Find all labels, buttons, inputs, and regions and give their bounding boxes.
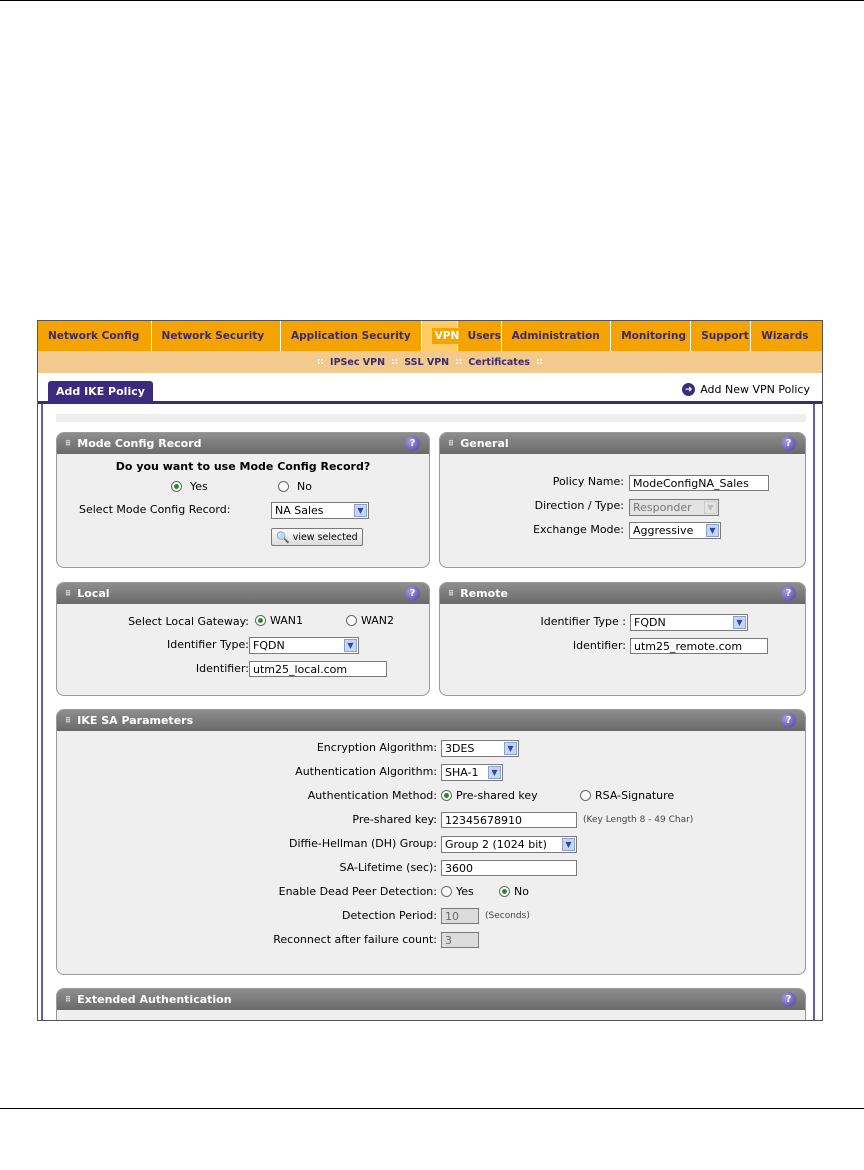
nav-vpn[interactable] (422, 321, 458, 351)
arrow-right-icon: ➜ (682, 383, 695, 396)
radio-dpd-no[interactable] (499, 886, 510, 897)
grip-icon: ⠿ (65, 589, 71, 598)
encryption-algorithm-select[interactable] (441, 740, 519, 757)
subnav-ipsec-vpn[interactable]: IPSec VPN (330, 356, 386, 368)
authentication-algorithm-select[interactable] (441, 764, 503, 781)
local-identifier-input[interactable]: utm25_local.com (249, 661, 387, 677)
remote-panel (439, 582, 806, 696)
local-panel (56, 582, 430, 696)
chevron-down-icon: ▼ (562, 838, 575, 851)
grip-icon: ⠿ (448, 439, 454, 448)
panel-title: General (460, 437, 509, 450)
seconds-hint: (Seconds) (485, 911, 530, 921)
select-value: FQDN (253, 639, 285, 652)
subnav-separator: :: (455, 357, 463, 367)
add-new-vpn-policy-label: Add New VPN Policy (700, 383, 810, 396)
select-value: NA Sales (275, 504, 324, 517)
remote-identifier-type-select[interactable] (630, 614, 748, 631)
policy-name-label: Policy Name: (552, 475, 624, 488)
pre-shared-key-option[interactable] (441, 789, 538, 802)
reconnect-count-input[interactable]: 3 (441, 932, 479, 948)
rsa-signature-option-label: RSA-Signature (595, 789, 675, 802)
select-mode-config-label: Select Mode Config Record: (79, 503, 231, 516)
router-ui-screenshot (37, 320, 823, 1021)
ike-sa-parameters-panel (56, 709, 806, 975)
wan2-label: WAN2 (361, 614, 395, 627)
sub-nav (38, 351, 822, 373)
view-selected-button[interactable] (271, 528, 363, 546)
nav-wizards[interactable]: Wizards (761, 330, 809, 342)
page-top-rule (0, 0, 864, 1)
subnav-separator: :: (535, 357, 544, 367)
direction-type-select[interactable] (629, 499, 719, 516)
select-value: Responder (633, 501, 692, 514)
radio-no-label: No (297, 480, 312, 493)
detection-period-input[interactable]: 10 (441, 908, 479, 924)
page-bottom-rule (0, 1108, 864, 1109)
help-icon[interactable]: ? (405, 586, 420, 601)
pre-shared-key-row (441, 812, 693, 828)
detection-period-row (441, 908, 530, 924)
chevron-down-icon: ▼ (488, 766, 501, 779)
radio-dpd-yes[interactable] (441, 886, 452, 897)
policy-name-input[interactable]: ModeConfigNA_Sales (629, 475, 769, 491)
dh-group-select[interactable] (441, 836, 577, 853)
general-panel (439, 432, 806, 568)
panel-header (57, 583, 429, 604)
help-icon[interactable]: ? (781, 992, 796, 1007)
panel-header (440, 583, 805, 604)
help-icon[interactable]: ? (781, 586, 796, 601)
nav-monitoring[interactable]: Monitoring (611, 321, 691, 351)
panel-title: Mode Config Record (77, 437, 202, 450)
select-value: Aggressive (633, 524, 694, 537)
dpd-yes-label: Yes (456, 885, 474, 898)
view-selected-label: view selected (292, 531, 358, 543)
add-new-vpn-policy-link[interactable] (682, 383, 810, 396)
pre-shared-key-input[interactable]: 12345678910 (441, 812, 577, 828)
panel-header (440, 433, 805, 454)
authentication-algorithm-label: Authentication Algorithm: (295, 765, 437, 778)
nav-application-security[interactable]: Application Security (281, 321, 422, 351)
tab-add-ike-policy[interactable]: Add IKE Policy (48, 381, 153, 401)
dh-group-label: Diffie-Hellman (DH) Group: (289, 837, 437, 850)
panel-header (57, 989, 805, 1010)
subnav-ssl-vpn[interactable]: SSL VPN (404, 356, 450, 368)
nav-users[interactable]: Users (458, 321, 502, 351)
sa-lifetime-label: SA-Lifetime (sec): (339, 861, 437, 874)
encryption-algorithm-label: Encryption Algorithm: (316, 741, 437, 754)
grip-icon: ⠿ (65, 995, 71, 1004)
remote-identifier-type-label: Identifier Type : (540, 615, 626, 628)
help-icon[interactable]: ? (781, 713, 796, 728)
select-value: SHA-1 (445, 766, 479, 779)
content-top-strip (56, 414, 806, 422)
detection-period-label: Detection Period: (342, 909, 437, 922)
help-icon[interactable]: ? (405, 436, 420, 451)
authentication-method-label: Authentication Method: (307, 789, 437, 802)
local-identifier-type-select[interactable] (249, 637, 359, 654)
panel-title: IKE SA Parameters (77, 714, 194, 727)
subnav-separator: :: (391, 357, 399, 367)
chevron-down-icon: ▼ (706, 524, 719, 537)
radio-wan1[interactable] (255, 615, 266, 626)
grip-icon: ⠿ (65, 716, 71, 725)
nav-network-config[interactable]: Network Config (38, 321, 152, 351)
radio-no[interactable] (278, 481, 289, 492)
radio-yes[interactable] (171, 481, 182, 492)
rsa-signature-option[interactable] (580, 789, 674, 802)
direction-type-label: Direction / Type: (534, 499, 624, 512)
radio-rsa-signature[interactable] (580, 790, 591, 801)
dpd-no-label: No (514, 885, 529, 898)
wan2-option[interactable] (346, 614, 394, 627)
chevron-down-icon: ▼ (504, 742, 517, 755)
mode-config-no-option[interactable] (278, 480, 312, 493)
mode-config-yes-option[interactable] (171, 480, 208, 493)
mode-config-panel (56, 432, 430, 568)
radio-pre-shared-key[interactable] (441, 790, 452, 801)
grip-icon: ⠿ (448, 589, 454, 598)
dead-peer-detection-label: Enable Dead Peer Detection: (278, 885, 437, 898)
radio-yes-label: Yes (190, 480, 208, 493)
key-length-hint: (Key Length 8 - 49 Char) (583, 815, 694, 825)
dpd-no-option[interactable] (499, 885, 529, 898)
exchange-mode-label: Exchange Mode: (533, 523, 624, 536)
pre-shared-key-option-label: Pre-shared key (456, 789, 538, 802)
exchange-mode-select[interactable] (629, 522, 721, 539)
remote-identifier-input[interactable]: utm25_remote.com (630, 638, 768, 654)
panel-header (57, 710, 805, 731)
sa-lifetime-input[interactable]: 3600 (441, 860, 577, 876)
nav-support[interactable]: Support (691, 321, 751, 351)
panel-title: Remote (460, 587, 508, 600)
chevron-down-icon: ▼ (704, 501, 717, 514)
select-value: FQDN (634, 616, 666, 629)
nav-network-security[interactable]: Network Security (152, 321, 281, 351)
wan1-label: WAN1 (270, 614, 304, 627)
remote-identifier-label: Identifier: (572, 639, 626, 652)
dpd-yes-option[interactable] (441, 885, 474, 898)
magnifier-icon: 🔍 (276, 530, 290, 544)
select-value: Group 2 (1024 bit) (445, 838, 547, 851)
local-gateway-label: Select Local Gateway: (128, 615, 249, 628)
panel-title: Extended Authentication (77, 993, 232, 1006)
chevron-down-icon: ▼ (344, 639, 357, 652)
select-value: 3DES (445, 742, 475, 755)
tab-bar (38, 379, 822, 404)
nav-vpn-label: VPN (432, 328, 463, 344)
subnav-certificates[interactable]: Certificates (468, 356, 530, 368)
nav-administration[interactable]: Administration (502, 321, 612, 351)
reconnect-count-label: Reconnect after failure count: (273, 933, 437, 946)
grip-icon: ⠿ (65, 439, 71, 448)
subnav-separator: :: (316, 357, 325, 367)
mode-config-record-select[interactable] (271, 502, 369, 519)
wan1-option[interactable] (255, 614, 303, 627)
extended-authentication-panel (56, 988, 806, 1021)
main-nav (38, 321, 822, 351)
radio-wan2[interactable] (346, 615, 357, 626)
panel-header (57, 433, 429, 454)
mode-config-question: Do you want to use Mode Config Record? (115, 460, 371, 473)
panel-title: Local (77, 587, 110, 600)
help-icon[interactable]: ? (781, 436, 796, 451)
chevron-down-icon: ▼ (733, 616, 746, 629)
local-identifier-type-label: Identifier Type: (166, 638, 249, 651)
local-identifier-label: Identifier: (195, 662, 249, 675)
chevron-down-icon: ▼ (354, 504, 367, 517)
pre-shared-key-label: Pre-shared key: (352, 813, 437, 826)
